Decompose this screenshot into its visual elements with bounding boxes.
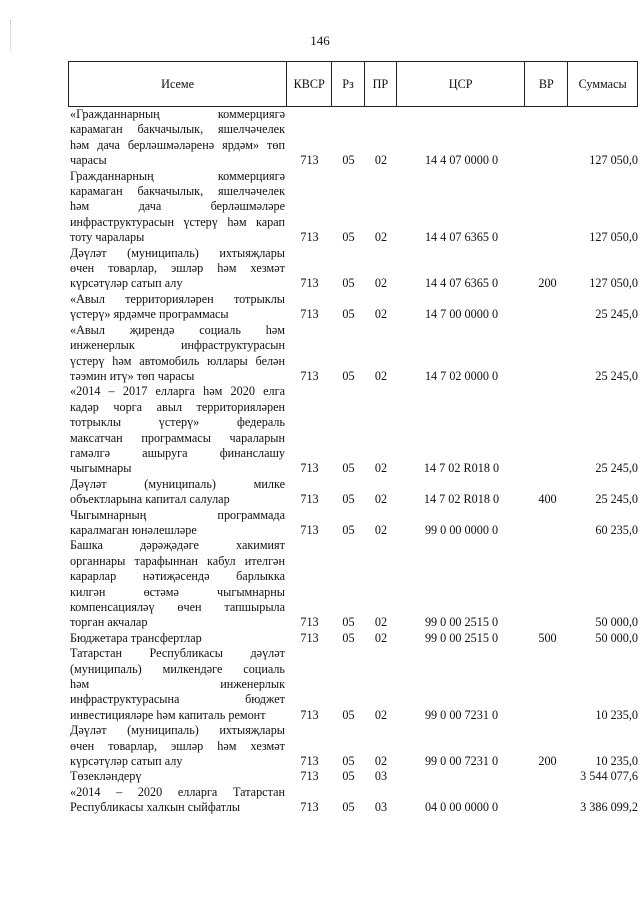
row-name <box>68 508 287 539</box>
row-vr: 200 <box>538 754 557 769</box>
row-name-line: органнары тарафыннан кабул ителгән <box>70 553 285 568</box>
header-vr: ВР <box>525 62 568 106</box>
row-name-line: инвестицияләре һәм капиталь ремонт <box>70 707 266 722</box>
row-name-line: тоту чаралары <box>70 230 145 245</box>
row-vr: 400 <box>538 492 557 507</box>
row-sum: 3 544 077,6 <box>580 769 638 784</box>
header-csr: ЦСР <box>397 62 526 106</box>
row-name-line: һәм дача берләшмәләренә ярдәм» төп <box>70 137 285 152</box>
row-name <box>68 384 287 476</box>
row-name-line: Дәүләт (муниципаль) ихтыяҗлары <box>70 245 285 260</box>
row-csr: 14 4 07 6365 0 <box>424 230 499 245</box>
row-sum: 127 050,0 <box>589 153 638 168</box>
row-kvsr: 713 <box>300 276 319 291</box>
row-rz: 05 <box>342 522 355 537</box>
table-row <box>68 785 638 816</box>
row-name-line: Дәүләт (муниципаль) ихтыяҗлары <box>70 723 285 738</box>
row-name-line: Дәүләт (муниципаль) милке <box>70 476 285 491</box>
row-pr: 02 <box>374 461 388 476</box>
row-name-line: күрсәтүләр сатып алу <box>70 276 183 291</box>
row-pr: 02 <box>374 153 388 168</box>
row-name-line: күрсәтүләр сатып алу <box>70 754 183 769</box>
row-kvsr: 713 <box>300 461 319 476</box>
row-rz: 05 <box>342 492 355 507</box>
row-name-line: Төзекләндерү <box>70 769 142 784</box>
row-rz: 05 <box>342 368 355 383</box>
row-csr: 99 0 00 0000 0 <box>424 522 499 537</box>
table-row <box>68 508 638 539</box>
row-name-line: Татарстан Республикасы дәүләт <box>70 646 285 661</box>
row-rz: 05 <box>342 800 355 815</box>
row-sum: 25 245,0 <box>595 461 638 476</box>
row-csr: 99 0 00 2515 0 <box>424 615 499 630</box>
row-pr: 02 <box>374 615 388 630</box>
header-kvsr: КВСР <box>287 62 332 106</box>
row-name-line: тәэмин итү» төп чарасы <box>70 368 195 383</box>
row-name <box>68 723 287 769</box>
row-kvsr: 713 <box>300 754 319 769</box>
row-name-line: «Авыл территорияләрен тотрыклы <box>70 291 285 306</box>
row-csr: 99 0 00 7231 0 <box>424 707 499 722</box>
header-pr: ПР <box>365 62 397 106</box>
row-name-line: торган акчалар <box>70 615 148 630</box>
row-pr: 03 <box>374 800 388 815</box>
row-name <box>68 785 287 816</box>
header-sum: Суммасы <box>578 76 627 91</box>
row-name <box>68 323 287 385</box>
row-csr: 14 7 00 0000 0 <box>424 307 499 322</box>
row-name-line: карамаган бакчачылык, яшелчәчелек <box>70 122 285 137</box>
table-row <box>68 107 638 169</box>
row-kvsr: 713 <box>300 800 319 815</box>
row-name-line: һәм дача берләшмәләре <box>70 199 285 214</box>
row-sum: 25 245,0 <box>595 492 638 507</box>
row-name-line: кадәр чорга авыл территорияләрен <box>70 399 285 414</box>
row-name <box>68 107 287 169</box>
row-name-line: чыгымнары <box>70 461 132 476</box>
table-row <box>68 538 638 630</box>
row-kvsr: 713 <box>300 307 319 322</box>
row-csr: 99 0 00 2515 0 <box>424 630 499 645</box>
row-rz: 05 <box>342 230 355 245</box>
row-csr: 04 0 00 0000 0 <box>424 800 499 815</box>
row-name-line: каралмаган юнәлешләре <box>70 522 197 537</box>
table-row <box>68 384 638 476</box>
table-row <box>68 477 638 508</box>
row-csr: 14 4 07 6365 0 <box>424 276 499 291</box>
row-name <box>68 169 287 246</box>
row-name-line: Башка дәрәҗәдәге хакимият <box>70 538 285 553</box>
row-rz: 05 <box>342 307 355 322</box>
row-name-line: компенсацияләү өчен тапшырыла <box>70 600 285 614</box>
row-name <box>68 538 287 630</box>
row-name-line: «Авыл җирендә социаль һәм <box>70 322 285 337</box>
row-pr: 03 <box>374 769 388 784</box>
row-kvsr: 713 <box>300 230 319 245</box>
row-rz: 05 <box>342 630 355 645</box>
row-pr: 02 <box>374 368 388 383</box>
row-kvsr: 713 <box>300 630 319 645</box>
row-kvsr: 713 <box>300 368 319 383</box>
row-rz: 05 <box>342 276 355 291</box>
row-rz: 05 <box>342 769 355 784</box>
row-csr: 14 7 02 0000 0 <box>424 368 499 383</box>
table-row <box>68 769 638 784</box>
row-sum: 3 386 099,2 <box>580 800 638 815</box>
row-name-line: Гражданнарның коммерциягә <box>70 168 285 183</box>
row-name <box>68 292 287 323</box>
row-sum: 50 000,0 <box>595 630 638 645</box>
budget-table <box>68 61 638 816</box>
row-name <box>68 477 287 508</box>
row-name-line: үстерү һәм автомобиль юллары белән <box>70 353 285 368</box>
row-vr: 500 <box>538 630 557 645</box>
row-name-line: үстерү» ярдәмче программасы <box>70 307 229 322</box>
row-pr: 02 <box>374 230 388 245</box>
row-sum: 10 235,0 <box>595 754 638 769</box>
header-name: Исеме <box>69 62 287 106</box>
row-name-line: «Гражданнарның коммерциягә <box>70 107 285 121</box>
row-csr: 14 4 07 0000 0 <box>424 153 499 168</box>
row-kvsr: 713 <box>300 522 319 537</box>
row-name-line: килгән өстәмә чыгымнарны <box>70 584 285 599</box>
row-rz: 05 <box>342 754 355 769</box>
row-name-line: «2014 – 2020 елларга Татарстан <box>70 784 285 799</box>
row-kvsr: 713 <box>300 769 319 784</box>
row-name-line: инфраструктурасын үстерү һәм карап <box>70 214 285 229</box>
row-rz: 05 <box>342 707 355 722</box>
header-rz: Рз <box>332 62 365 106</box>
row-rz: 05 <box>342 615 355 630</box>
row-name-line: гамәлгә ашыруга финанслашу <box>70 445 285 460</box>
row-sum: 25 245,0 <box>595 307 638 322</box>
row-name-line: (муниципаль) милкендәге социаль <box>70 661 285 676</box>
row-name-line: Чыгымнарның программада <box>70 507 285 522</box>
row-name-line: карамаган бакчачылык, яшелчәчелек <box>70 184 285 199</box>
row-sum: 10 235,0 <box>595 707 638 722</box>
row-sum: 50 000,0 <box>595 615 638 630</box>
row-sum: 60 235,0 <box>595 522 638 537</box>
row-rz: 05 <box>342 153 355 168</box>
table-row <box>68 723 638 769</box>
row-name <box>68 646 287 723</box>
row-name <box>68 631 287 646</box>
row-csr: 99 0 00 7231 0 <box>424 754 499 769</box>
row-name-line: һәм инженерлык <box>70 677 285 692</box>
row-vr: 200 <box>538 276 557 291</box>
row-sum: 127 050,0 <box>589 230 638 245</box>
row-name <box>68 769 287 784</box>
row-name-line: өчен товарлар, эшләр һәм хезмәт <box>70 261 285 276</box>
row-name-line: максатчан программасы чараларын <box>70 430 285 445</box>
row-name-line: «2014 – 2017 елларга һәм 2020 елга <box>70 384 285 399</box>
row-name-line: объектларына капитал салулар <box>70 492 230 507</box>
row-name-line: Бюджетара трансфертлар <box>70 630 202 645</box>
table-header <box>68 61 638 107</box>
row-name-line: тотрыклы үстерү» федераль <box>70 415 285 430</box>
row-name-line: карарлар нәтиҗәсендә барлыкка <box>70 569 285 584</box>
table-row <box>68 292 638 323</box>
row-pr: 02 <box>374 707 388 722</box>
row-sum: 25 245,0 <box>595 368 638 383</box>
row-name-line: өчен товарлар, эшләр һәм хезмәт <box>70 738 285 753</box>
row-csr: 14 7 02 R018 0 <box>423 461 500 476</box>
row-kvsr: 713 <box>300 707 319 722</box>
table-row <box>68 246 638 292</box>
row-csr: 14 7 02 R018 0 <box>423 492 500 507</box>
row-sum: 127 050,0 <box>589 276 638 291</box>
row-pr: 02 <box>374 754 388 769</box>
row-name <box>68 246 287 292</box>
row-kvsr: 713 <box>300 492 319 507</box>
row-pr: 02 <box>374 307 388 322</box>
row-rz: 05 <box>342 461 355 476</box>
row-kvsr: 713 <box>300 153 319 168</box>
row-name-line: Республикасы халкын сыйфатлы <box>70 800 241 815</box>
table-body <box>68 107 638 816</box>
row-kvsr: 713 <box>300 615 319 630</box>
row-pr: 02 <box>374 492 388 507</box>
table-row <box>68 323 638 385</box>
table-row <box>68 169 638 246</box>
row-pr: 02 <box>374 276 388 291</box>
table-row <box>68 646 638 723</box>
table-row <box>68 631 638 646</box>
row-name-line: чарасы <box>70 153 107 168</box>
row-pr: 02 <box>374 522 388 537</box>
row-name-line: инженерлык инфраструктурасын <box>70 338 285 353</box>
page-number: 146 <box>310 33 330 48</box>
row-name-line: инфраструктурасына бюджет <box>70 692 285 707</box>
row-pr: 02 <box>374 630 388 645</box>
